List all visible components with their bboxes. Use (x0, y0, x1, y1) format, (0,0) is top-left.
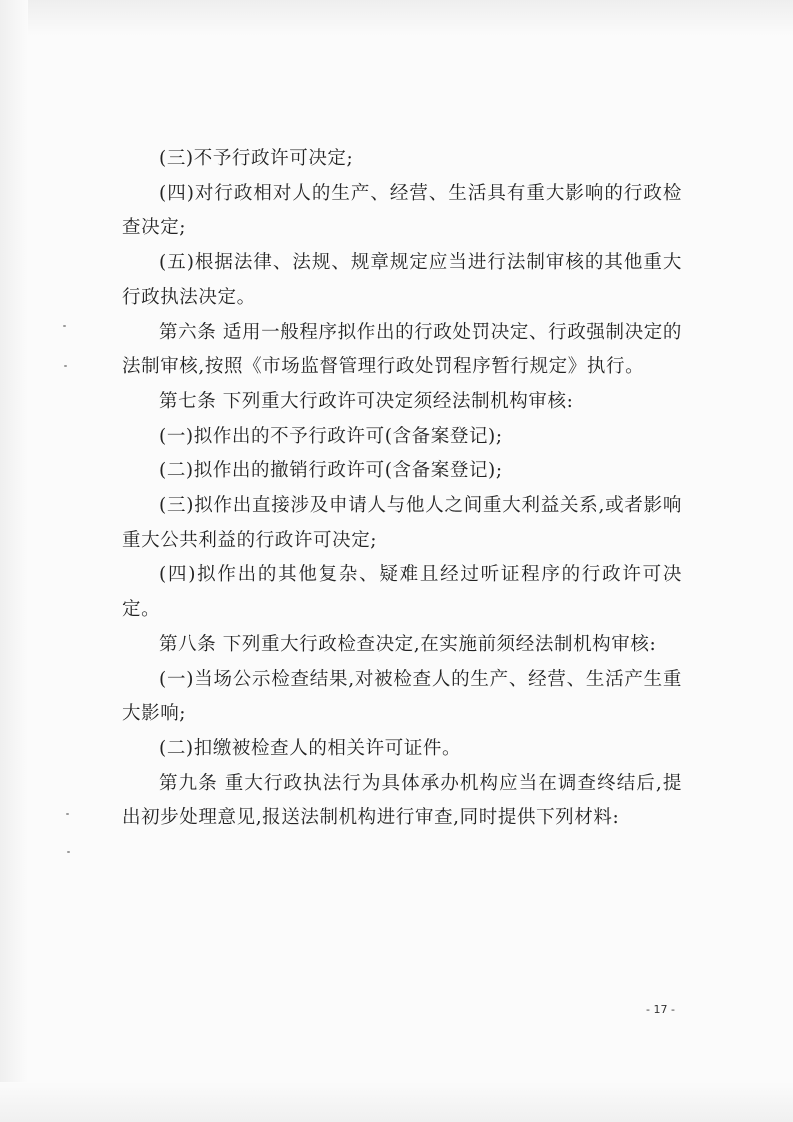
article-7: 第七条 下列重大行政许可决定须经法制机构审核: (159, 390, 574, 412)
article-7-item-3: (三)拟作出直接涉及申请人与他人之间重大利益关系,或者影响重大公共利益的行政许可决定; (122, 495, 682, 551)
page-number: - 17 - (646, 1003, 675, 1016)
scan-speck (66, 813, 69, 815)
scan-shadow-left (0, 0, 28, 1122)
article-8-item-1: (一)当场公示检查结果,对被检查人的生产、经营、生活产生重大影响; (122, 668, 682, 725)
scan-speck (67, 851, 70, 853)
article-8-item-2: (二)扣缴被检查人的相关许可证件。 (159, 737, 462, 759)
article-6: 第六条 适用一般程序拟作出的行政处罚决定、行政强制决定的法制审核,按照《市场监督管理行政处罚程序暂行规定》执行。 (122, 321, 682, 378)
article-9: 第九条 重大行政执法行为具体承办机构应当在调查终结后,提出初步处理意见,报送法制机构进行审查,同时提供下列材料: (122, 772, 682, 829)
scan-shadow-bottom (0, 1082, 793, 1122)
scan-speck (63, 325, 66, 327)
article-8: 第八条 下列重大行政检查决定,在实施前须经法制机构审核: (159, 633, 657, 655)
paragraph-item-4: (四)对行政相对人的生产、经营、生活具有重大影响的行政检查决定; (122, 182, 682, 239)
paragraph-item-3: (三)不予行政许可决定; (159, 148, 354, 169)
scan-speck (64, 365, 67, 367)
article-7-item-4: (四)拟作出的其他复杂、疑难且经过听证程序的行政许可决定。 (122, 564, 682, 621)
article-7-item-2: (二)拟作出的撤销行政许可(含备案登记); (159, 460, 503, 482)
paragraph-item-5: (五)根据法律、法规、规章规定应当进行法制审核的其他重大行政执法决定。 (122, 252, 682, 308)
scan-shadow-top (0, 0, 793, 36)
document-body (122, 142, 682, 836)
article-7-item-1: (一)拟作出的不予行政许可(含备案登记); (159, 425, 503, 447)
